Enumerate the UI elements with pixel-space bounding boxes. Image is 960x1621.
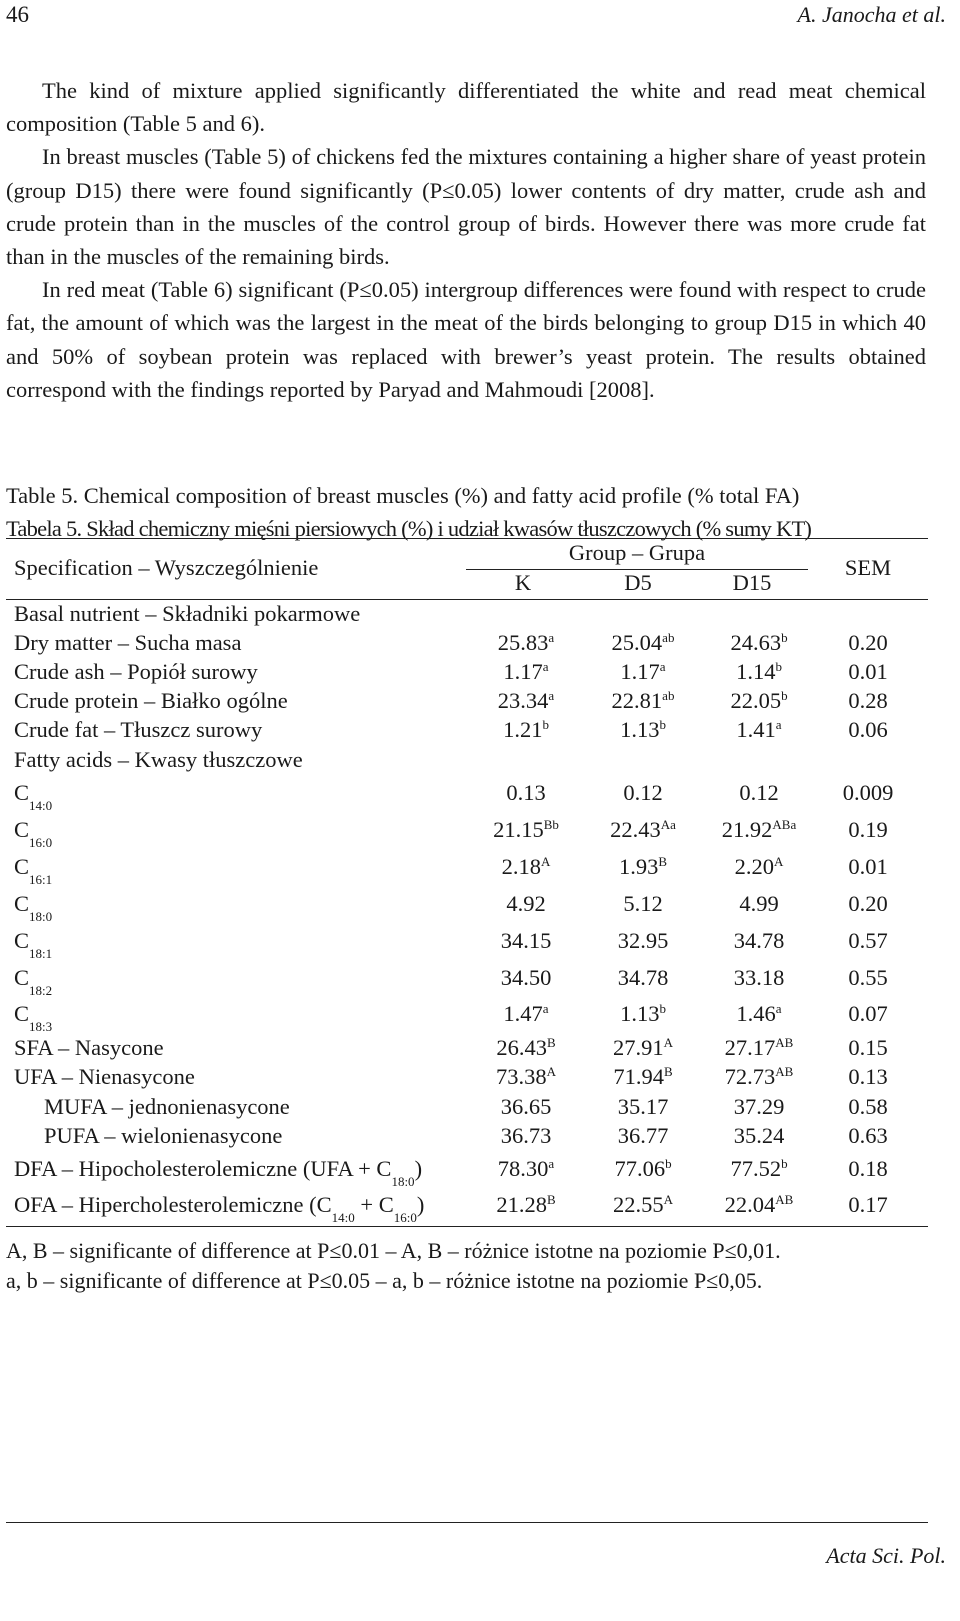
cell-k: 34.50 xyxy=(500,965,552,990)
header-sem: SEM xyxy=(844,555,892,580)
cell-d15: 34.78 xyxy=(733,928,785,953)
cell-d15: 1.14$^b$ xyxy=(736,659,782,684)
cell-k: 1.21$^b$ xyxy=(503,717,549,742)
header-group: Group – Grupa xyxy=(568,540,706,565)
row-label: $C_{16:1}$ xyxy=(14,854,53,887)
table-caption-en: Table 5. Chemical composition of breast muscles (%) and fatty acid profile (% total FA) xyxy=(6,483,800,508)
table-caption-pl: Tabela 5. Skład chemiczny mięśni piersiowych (%) i udział kwasów tłuszczowych (% sumy KT) xyxy=(6,516,812,541)
cell-d5: $22.43^{Aa}$ xyxy=(610,817,676,842)
row-label: UFA – Nienasycone xyxy=(14,1064,195,1089)
cell-d5: $71.94^B$ xyxy=(613,1064,673,1089)
header-bottom-rule xyxy=(6,599,928,600)
cell-d5: $27.91^A$ xyxy=(612,1035,673,1060)
row-label: OFA – Hipercholesterolemiczne $(C_{14:0} + C_{16:0})$ xyxy=(14,1192,425,1225)
cell-sem: 0.58 xyxy=(848,1094,888,1119)
cell-d15: 1.46$^a$ xyxy=(736,1001,782,1026)
cell-k: 36.65 xyxy=(500,1094,552,1119)
cell-d15: 37.29 xyxy=(733,1094,785,1119)
paragraph: In breast muscles (Table 5) of chickens fed the mixtures containing a higher share of yeast protein (group D15) there were found significantly (P≤0.05) lower contents of dry matter, crude ash and crude protein than in the muscles of the control group of birds. However there was more crude fat than in the muscles of the remaining birds. xyxy=(6,144,926,270)
row-label: DFA – Hipocholesterolemiczne $(UFA + C_{18:0})$ xyxy=(14,1156,423,1189)
cell-k: $26.43^B$ xyxy=(496,1035,556,1060)
cell-k: 25.83$^a$ xyxy=(497,630,555,655)
row-label: MUFA – jednonienasycone xyxy=(44,1094,290,1119)
cell-k: 1.47$^a$ xyxy=(503,1001,549,1026)
cell-sem: 0.57 xyxy=(848,928,888,953)
header-spec: Specification – Wyszczególnienie xyxy=(14,555,319,580)
cell-k: $2.18^A$ xyxy=(501,854,551,879)
cell-sem: 0.19 xyxy=(848,817,888,842)
table-footnotes xyxy=(6,1236,781,1296)
cell-d15: 0.12 xyxy=(739,780,779,805)
cell-k: 1.17$^a$ xyxy=(503,659,549,684)
table-bottom-rule xyxy=(6,1226,928,1227)
footnote: A, B – significante of difference at P≤0.01 – A, B – różnice istotne na poziomie P≤0,01. xyxy=(6,1238,781,1263)
row-label: Dry matter – Sucha masa xyxy=(14,630,242,655)
section-basal: Basal nutrient – Składniki pokarmowe xyxy=(14,601,361,626)
cell-d5: 32.95 xyxy=(617,928,669,953)
cell-d15: 77.52$^b$ xyxy=(730,1156,788,1181)
paragraph: In red meat (Table 6) significant (P≤0.05) intergroup differences were found with respect to crude fat, the amount of which was the largest in the meat of the birds belonging to group D15 in which 40 and 50% of soybean protein was replaced with brewer’s yeast protein. The results obtained correspond with the findings reported by Paryad and Mahmoudi [2008]. xyxy=(6,277,926,402)
cell-sem: 0.63 xyxy=(848,1123,888,1148)
section-fatty-acids: Fatty acids – Kwasy tłuszczowe xyxy=(14,747,303,772)
footer-rule xyxy=(6,1522,928,1523)
cell-sem: 0.15 xyxy=(848,1035,888,1060)
cell-sem: 0.01 xyxy=(848,659,888,684)
cell-sem: 0.20 xyxy=(848,891,888,916)
cell-d15: 22.05$^b$ xyxy=(730,688,788,713)
cell-d5: 77.06$^b$ xyxy=(614,1156,672,1181)
footnote: a, b – significante of difference at P≤0.05 – a, b – różnice istotne na poziomie P≤0,05. xyxy=(6,1268,763,1293)
header-d5: D5 xyxy=(624,570,652,595)
page-number: 46 xyxy=(6,2,29,27)
row-label: Crude ash – Popiół surowy xyxy=(14,659,258,684)
cell-d15: $22.04^{AB}$ xyxy=(724,1192,794,1217)
row-label: Crude fat – Tłuszcz surowy xyxy=(14,717,263,742)
cell-d5: $22.55^A$ xyxy=(612,1192,673,1217)
row-label: Crude protein – Białko ogólne xyxy=(14,688,288,713)
cell-sem: 0.28 xyxy=(848,688,888,713)
cell-sem: 0.01 xyxy=(848,854,888,879)
cell-sem: 0.07 xyxy=(848,1001,888,1026)
cell-k: $73.38^A$ xyxy=(495,1064,556,1089)
cell-d15: 4.99 xyxy=(739,891,779,916)
cell-k: $21.28^B$ xyxy=(496,1192,556,1217)
cell-sem: 0.13 xyxy=(848,1064,888,1089)
row-label: $C_{18:3}$ xyxy=(14,1001,53,1034)
cell-d5: 5.12 xyxy=(623,891,663,916)
body-text xyxy=(6,74,926,406)
paragraph: The kind of mixture applied significantly differentiated the white and read meat chemical composition (Table 5 and 6). xyxy=(6,78,926,137)
running-head: A. Janocha et al. xyxy=(797,2,946,27)
cell-d15: 24.63$^b$ xyxy=(730,630,788,655)
cell-d15: $27.17^{AB}$ xyxy=(724,1035,794,1060)
cell-k: 4.92 xyxy=(506,891,546,916)
cell-d5: 35.17 xyxy=(617,1094,669,1119)
cell-sem: 0.18 xyxy=(848,1156,888,1181)
cell-k: $21.15^{Bb}$ xyxy=(493,817,559,842)
cell-d5: 1.17$^a$ xyxy=(620,659,666,684)
cell-sem: 0.06 xyxy=(848,717,888,742)
cell-k: 34.15 xyxy=(500,928,552,953)
cell-d15: $21.92^{ABa}$ xyxy=(721,817,797,842)
cell-sem: 0.009 xyxy=(842,780,894,805)
cell-d15: $72.73^{AB}$ xyxy=(724,1064,794,1089)
header-k: K xyxy=(514,570,532,595)
cell-d5: 36.77 xyxy=(617,1123,669,1148)
journal-name: Acta Sci. Pol. xyxy=(826,1543,946,1568)
cell-sem: 0.55 xyxy=(848,965,888,990)
cell-d15: $2.20^A$ xyxy=(734,854,784,879)
row-label: $C_{16:0}$ xyxy=(14,817,53,850)
header-d15: D15 xyxy=(732,570,772,595)
cell-d15: 1.41$^a$ xyxy=(736,717,782,742)
row-label: SFA – Nasycone xyxy=(14,1035,164,1060)
row-label: $C_{14:0}$ xyxy=(14,780,53,813)
cell-k: 78.30$^a$ xyxy=(497,1156,555,1181)
cell-d5: $1.93^B$ xyxy=(618,854,668,879)
row-label: $C_{18:1}$ xyxy=(14,928,53,961)
cell-d5: 22.81$^{ab}$ xyxy=(611,688,675,713)
cell-d5: 1.13$^b$ xyxy=(620,1001,666,1026)
cell-k: 0.13 xyxy=(506,780,546,805)
cell-k: 23.34$^a$ xyxy=(497,688,555,713)
cell-sem: 0.20 xyxy=(848,630,888,655)
cell-d15: 33.18 xyxy=(733,965,785,990)
table-top-rule xyxy=(6,538,928,539)
cell-d5: 0.12 xyxy=(623,780,663,805)
row-label: PUFA – wielonienasycone xyxy=(44,1123,283,1148)
cell-k: 36.73 xyxy=(500,1123,552,1148)
cell-d15: 35.24 xyxy=(733,1123,785,1148)
cell-d5: 34.78 xyxy=(617,965,669,990)
row-label: $C_{18:0}$ xyxy=(14,891,53,924)
cell-sem: 0.17 xyxy=(848,1192,888,1217)
cell-d5: 1.13$^b$ xyxy=(620,717,666,742)
cell-d5: 25.04$^{ab}$ xyxy=(611,630,675,655)
row-label: $C_{18:2}$ xyxy=(14,965,53,998)
